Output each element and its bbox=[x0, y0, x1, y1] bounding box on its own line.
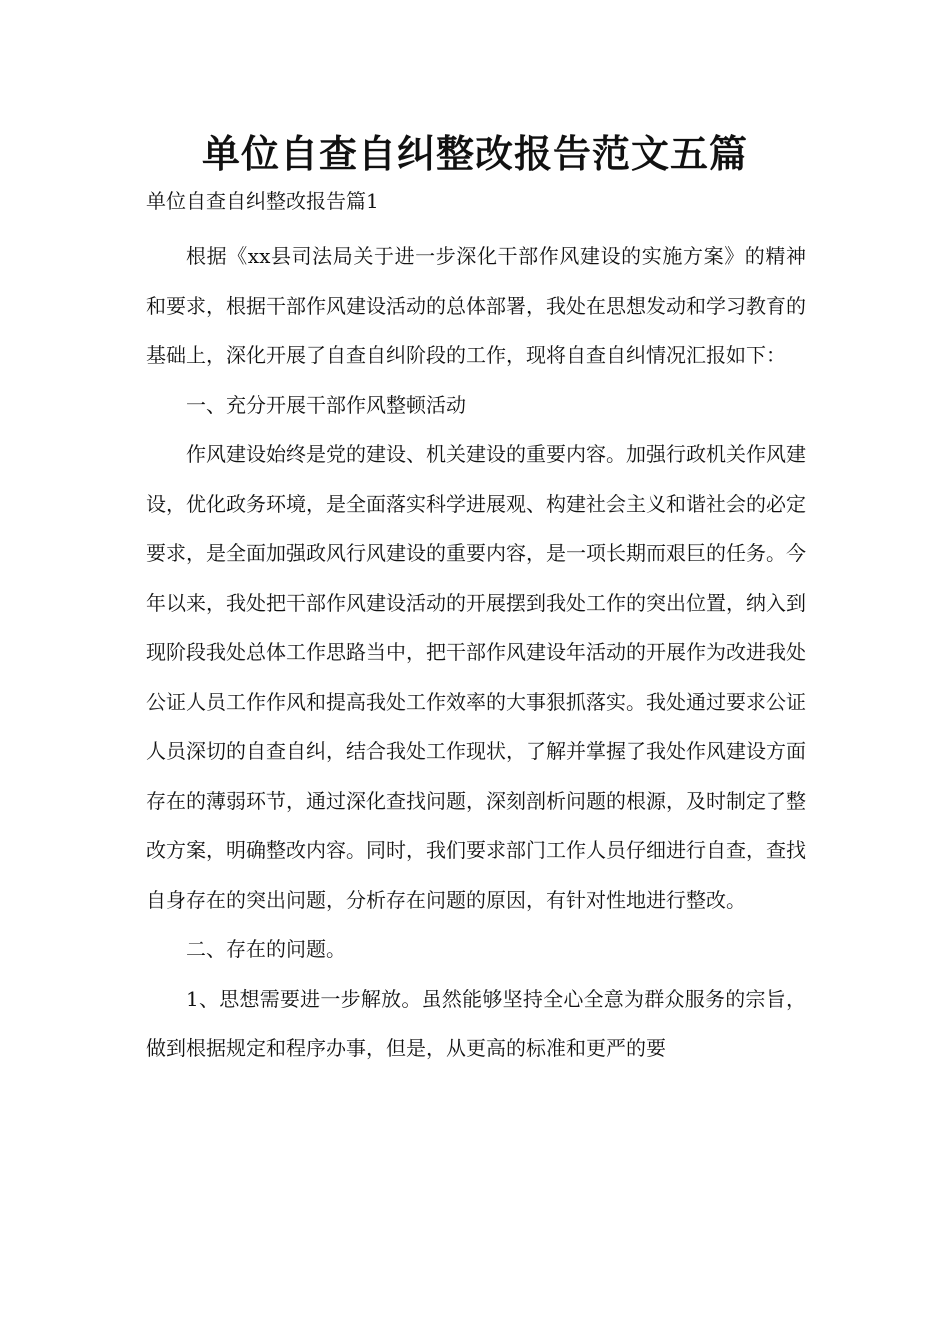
paragraph-style-building: 作风建设始终是党的建设、机关建设的重要内容。加强行政机关作风建设，优化政务环境，是全面落实科学进展观、构建社会主义和谐社会的必定要求，是全面加强政风行风建设的重要内容，是一项长期而艰巨的任务。今年以来，我处把干部作风建设活动的开展摆到我处工作的突出位置，纳入到现阶段我处总体工作思路当中，把干部作风建设年活动的开展作为改进我处公证人员工作作风和提高我处工作效率的大事狠抓落实。我处通过要求公证人员深切的自查自纠，结合我处工作现状，了解并掌握了我处作风建设方面存在的薄弱环节，通过深化查找问题，深刻剖析问题的根源，及时制定了整改方案，明确整改内容。同时，我们要求部门工作人员仔细进行自查，查找自身存在的突出问题，分析存在问题的原因，有针对性地进行整改。 bbox=[146, 442, 806, 912]
document-title: 单位自查自纠整改报告范文五篇 bbox=[201, 132, 748, 176]
paragraph-problem-one: 1、思想需要进一步解放。虽然能够坚持全心全意为群众服务的宗旨，做到根据规定和程序办事，但是，从更高的标准和更严的要 bbox=[146, 986, 806, 1060]
document-body bbox=[146, 232, 806, 1074]
heading-section-one: 一、充分开展干部作风整顿活动 bbox=[186, 392, 466, 417]
section-subtitle: 单位自查自纠整改报告篇1 bbox=[146, 189, 379, 213]
paragraph-intro: 根据《xx县司法局关于进一步深化干部作风建设的实施方案》的精神和要求，根据干部作风建设活动的总体部署，我处在思想发动和学习教育的基础上，深化开展了自查自纠阶段的工作，现将自查自纠情况汇报如下： bbox=[146, 244, 806, 367]
heading-section-two: 二、存在的问题。 bbox=[186, 937, 346, 961]
